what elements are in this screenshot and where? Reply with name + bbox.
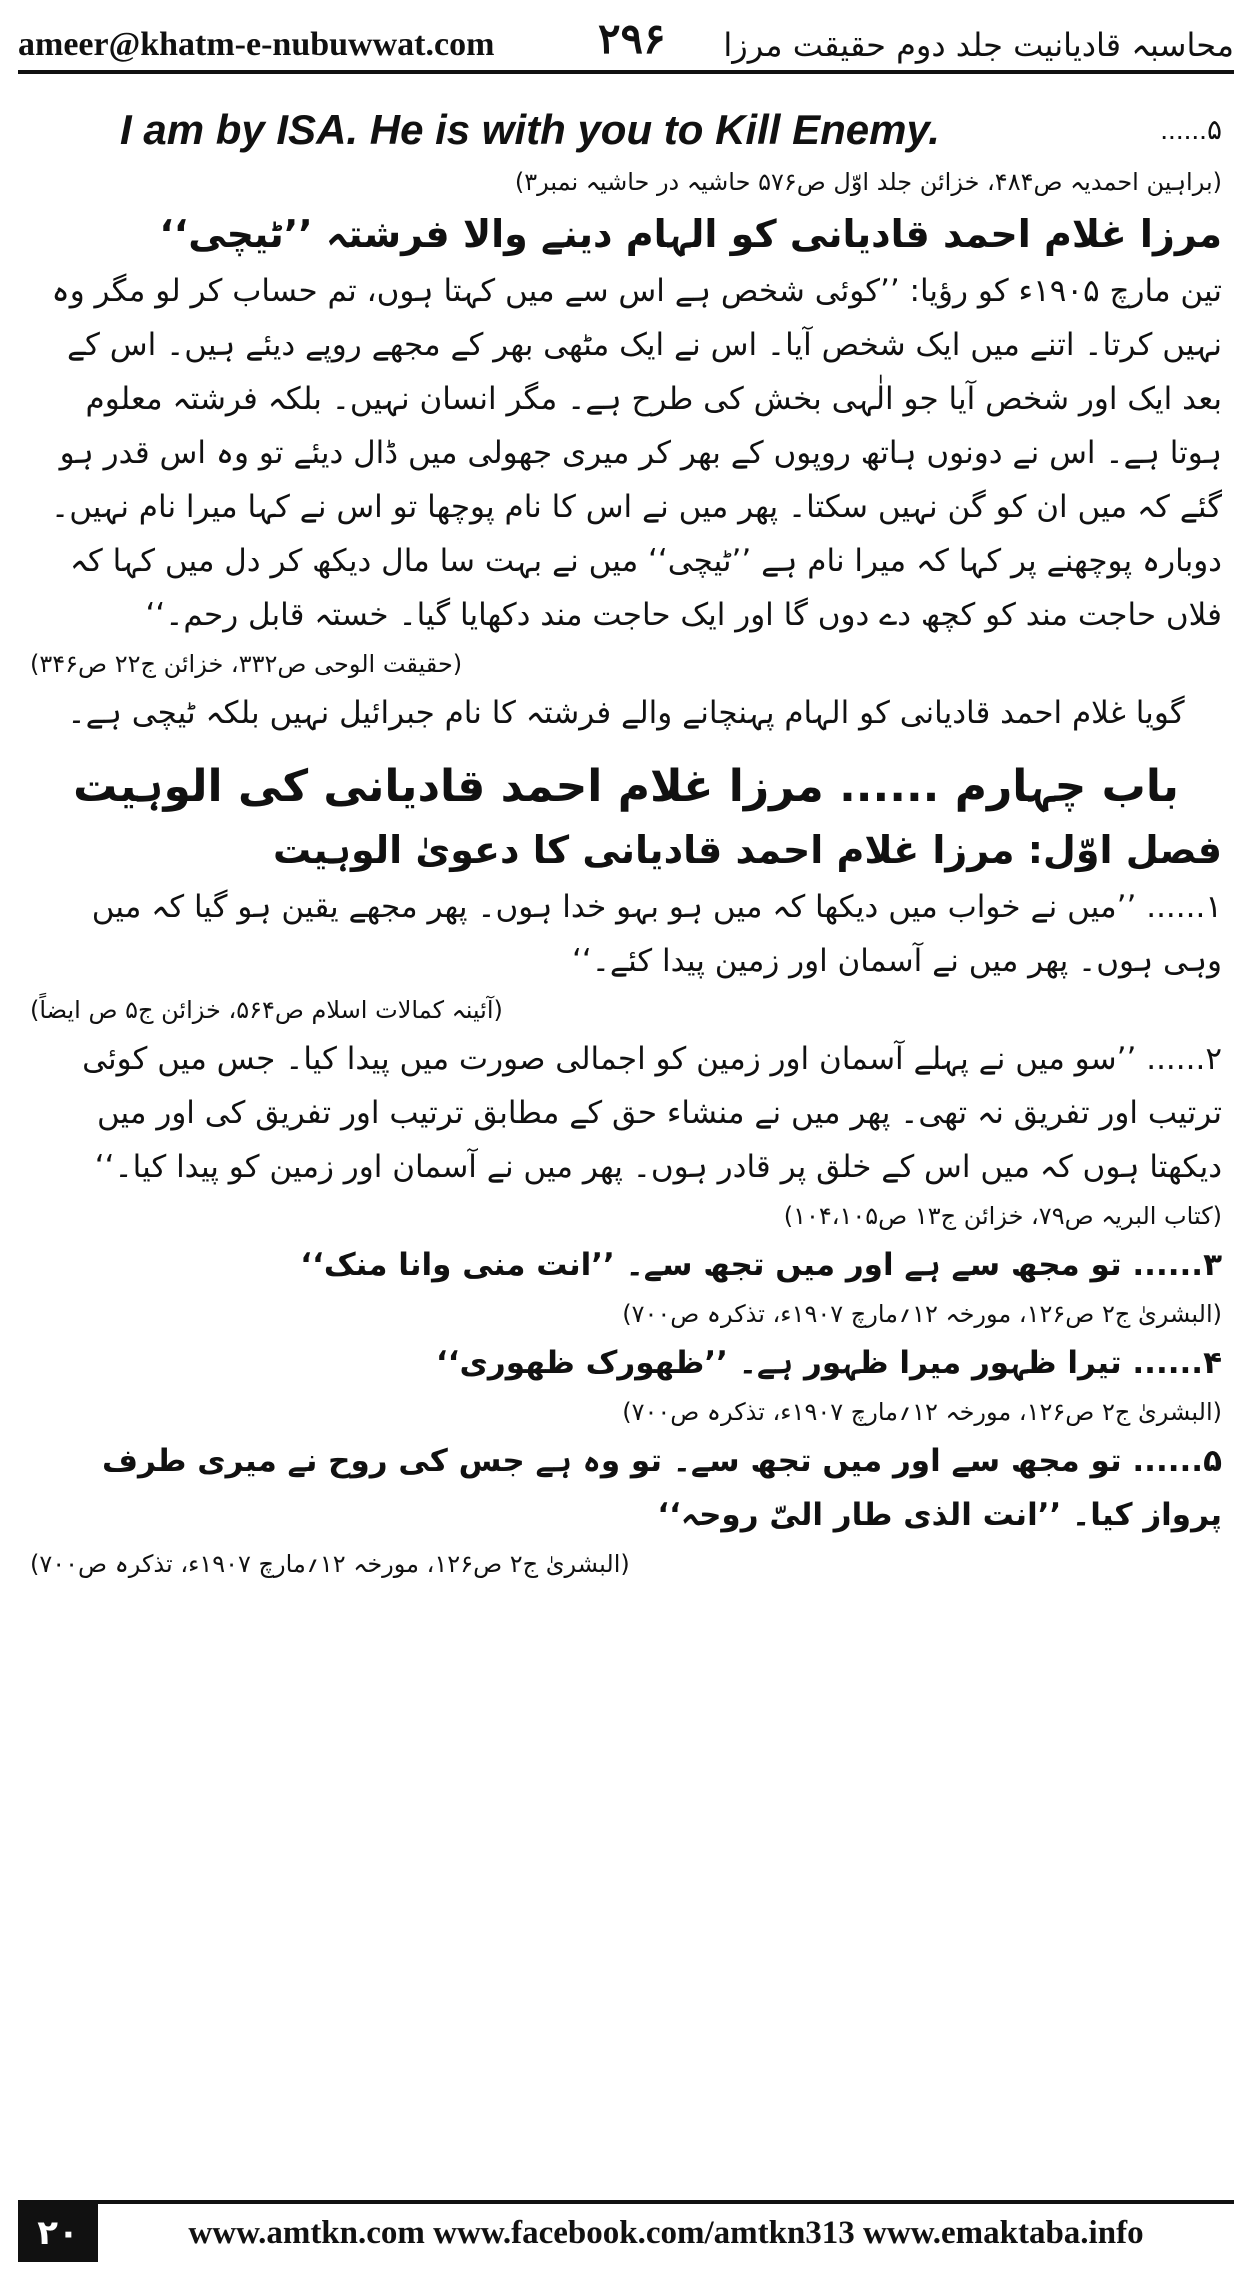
item-4-reference: (البشریٰ ج۲ ص۱۲۶، مورخہ ۱۲؍مارچ ۱۹۰۷ء، تذکرہ ص۷۰۰) bbox=[622, 1398, 1222, 1426]
header-email: ameer@khatm-e-nubuwwat.com bbox=[18, 26, 495, 63]
item-2-text: ’’سو میں نے پہلے آسمان اور زمین کو اجمالی صورت میں پیدا کیا۔ جس میں کوئی ترتیب اور تفریق نہ تھی۔ پھر میں نے منشاء حق کے مطابق ترتیب اور تفریق کی اور میں دیکھتا ہوں کہ میں اس کے خلق پر قادر ہوں۔ پھر میں نے آسمان اور زمین کو پیدا کیا۔‘‘ bbox=[82, 1041, 1222, 1185]
reference-2: (حقیقت الوحی ص۳۳۲، خزائن ج۲۲ ص۳۴۶) bbox=[30, 650, 463, 678]
paragraph-dream: تین مارچ ۱۹۰۵ء کو رؤیا: ’’کوئی شخص ہے اس سے میں کہتا ہوں، تم حساب کر لو مگر وہ نہیں کرتا۔ اتنے میں ایک شخص آیا۔ اس نے ایک مٹھی بھر کے مجھے روپے دیئے ہیں۔ اس کے بعد ایک اور شخص آیا جو الٰہی بخش کی طرح ہے۔ مگر انسان نہیں۔ بلکہ فرشتہ معلوم ہوتا ہے۔ اس نے دونوں ہاتھ روپوں کے بھر کر میری جھولی میں ڈال دیئے تو وہ اس قدر ہو گئے کہ میں ان کو گن نہیں سکتا۔ پھر میں نے اس کا نام پوچھا تو اس نے کہا میرا نام نہیں۔ دوبارہ پوچھنے پر کہا کہ میرا نام ہے ’’ٹیچی‘‘ میں نے بہت سا مال دیکھ کر دل میں کہا کہ فلاں حاجت مند کو کچھ دے دوں گا اور ایک حاجت مند دکھایا گیا۔ خستہ قابل رحم۔‘‘ bbox=[51, 273, 1222, 633]
header-book-title: محاسبہ قادیانیت جلد دوم حقیقت مرزا bbox=[723, 26, 1234, 64]
item-4-text: تیرا ظہور میرا ظہور ہے۔ ’’ظھورک ظھوری‘‘ bbox=[435, 1345, 1122, 1381]
page-header bbox=[18, 14, 1234, 74]
paragraph-conclusion: گویا غلام احمد قادیانی کو الہام پہنچانے والے فرشتہ کا نام جبرائیل نہیں بلکہ ٹیچی ہے۔ bbox=[67, 695, 1185, 731]
item-1-reference: (آئینہ کمالات اسلام ص۵۶۴، خزائن ج۵ ص ایضاً) bbox=[30, 996, 503, 1024]
reference-1: (براہین احمدیہ ص۴۸۴، خزائن جلد اوّل ص۵۷۶ حاشیہ در حاشیہ نمبر۳) bbox=[514, 168, 1222, 196]
item-5-number: ۵...... bbox=[1132, 1443, 1222, 1479]
chapter-heading: باب چہارم ...... مرزا غلام احمد قادیانی کی الوہیت bbox=[73, 761, 1179, 812]
item-1-text: ’’میں نے خواب میں دیکھا کہ میں ہو بہو خدا ہوں۔ پھر مجھے یقین ہو گیا کہ میں وہی ہوں۔ پھر میں نے آسمان اور زمین پیدا کئے۔‘‘ bbox=[91, 889, 1222, 979]
header-page-number: ۲۹۶ bbox=[598, 14, 666, 63]
english-quote-text: I am by ISA. He is with you to Kill Enemy. bbox=[120, 106, 940, 153]
item-3-number: ۳...... bbox=[1132, 1247, 1222, 1283]
footer-page-number: ۲۰ bbox=[18, 2204, 98, 2262]
item-5 bbox=[30, 1434, 1222, 1542]
footer-links: www.amtkn.com www.facebook.com/amtkn313 www.emaktaba.info bbox=[188, 2214, 1144, 2251]
item-4-number: ۴...... bbox=[1132, 1345, 1222, 1381]
item-3 bbox=[30, 1238, 1222, 1292]
item-5-reference: (البشریٰ ج۲ ص۱۲۶، مورخہ ۱۲؍مارچ ۱۹۰۷ء، تذکرہ ص۷۰۰) bbox=[30, 1550, 630, 1578]
page-content bbox=[30, 100, 1222, 2185]
english-item-number: ......۵ bbox=[1160, 114, 1222, 145]
item-4 bbox=[30, 1336, 1222, 1390]
item-3-text: تو مجھ سے ہے اور میں تجھ سے۔ ’’انت منی وانا منک‘‘ bbox=[300, 1247, 1122, 1283]
item-3-reference: (البشریٰ ج۲ ص۱۲۶، مورخہ ۱۲؍مارچ ۱۹۰۷ء، تذکرہ ص۷۰۰) bbox=[622, 1300, 1222, 1328]
item-5-text: تو مجھ سے اور میں تجھ سے۔ تو وہ ہے جس کی روح نے میری طرف پرواز کیا۔ ’’انت الذی طار الیّ روحہ‘‘ bbox=[101, 1443, 1222, 1533]
english-quote-line bbox=[30, 100, 1222, 160]
item-2-number: ۲...... bbox=[1146, 1041, 1222, 1077]
item-1 bbox=[30, 880, 1222, 988]
item-2-reference: (کتاب البریہ ص۷۹، خزائن ج۱۳ ص۱۰۴،۱۰۵) bbox=[783, 1202, 1222, 1230]
page-footer bbox=[18, 2200, 1234, 2262]
item-1-number: ۱...... bbox=[1146, 889, 1222, 925]
section-heading: فصل اوّل: مرزا غلام احمد قادیانی کا دعویٰ الوہیت bbox=[273, 828, 1222, 872]
item-2 bbox=[30, 1032, 1222, 1194]
heading-teechi-angel: مرزا غلام احمد قادیانی کو الہام دینے والا فرشتہ ’’ٹیچی‘‘ bbox=[159, 212, 1222, 256]
